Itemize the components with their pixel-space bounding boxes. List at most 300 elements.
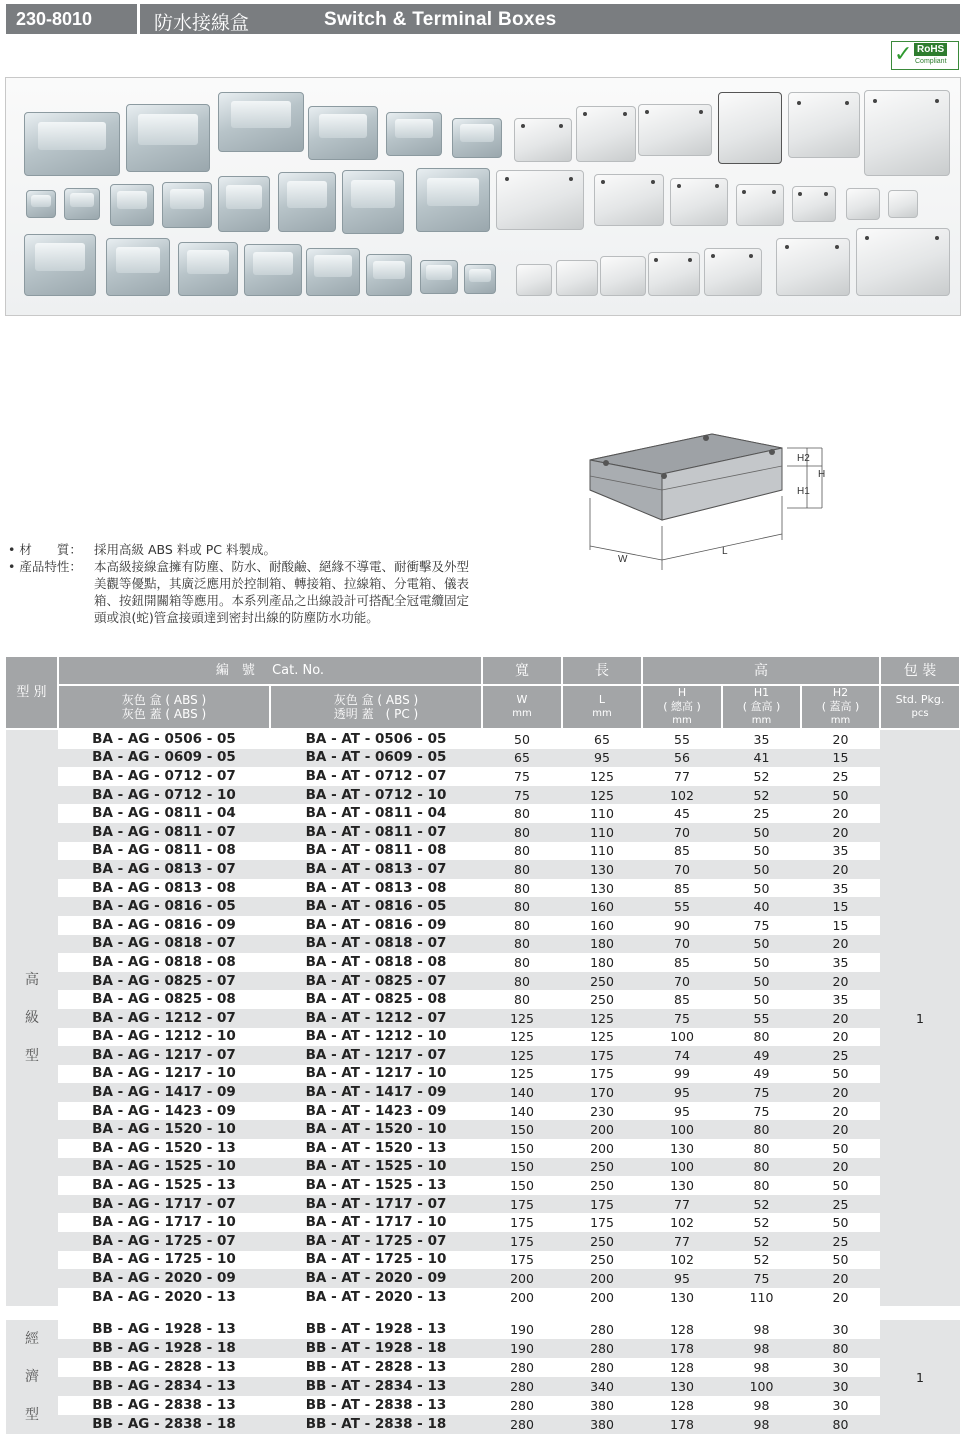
ag-code-cell: BA - AG - 0811 - 08 bbox=[92, 842, 236, 859]
width-cell: 75 bbox=[514, 768, 530, 784]
table-row bbox=[6, 1176, 960, 1195]
h1-cell: 49 bbox=[753, 1066, 770, 1082]
table-row bbox=[6, 879, 960, 898]
at-code-cell: BA - AT - 0818 - 07 bbox=[270, 935, 482, 954]
table-row bbox=[6, 1358, 960, 1377]
ag-code-cell: BB - AG - 2838 - 13 bbox=[92, 1397, 236, 1414]
table-row bbox=[6, 1232, 960, 1251]
catno-header-zh: 編 號 bbox=[215, 662, 255, 678]
ag-code-cell: BA - AG - 0813 - 07 bbox=[58, 860, 270, 879]
length-cell: 175 bbox=[590, 1215, 614, 1231]
material-value: 採用高級 ABS 料或 PC 料製成。 bbox=[94, 542, 277, 557]
width-unit: mm bbox=[512, 708, 532, 719]
h1-cell: 110 bbox=[749, 1289, 774, 1305]
at-code-cell: BA - AT - 1717 - 07 bbox=[270, 1195, 482, 1214]
length-cell: 340 bbox=[562, 1377, 642, 1396]
h1-cell: 50 bbox=[753, 992, 770, 1008]
width-en: W bbox=[516, 693, 528, 706]
material-row bbox=[8, 541, 470, 558]
h1-cell: 75 bbox=[753, 1103, 770, 1119]
ag-code-cell: BA - AG - 1717 - 07 bbox=[58, 1195, 270, 1214]
h2-cell: 80 bbox=[801, 1415, 880, 1434]
features-key: • 產品特性： bbox=[8, 559, 82, 574]
h-zh: ( 總高 ) bbox=[663, 700, 701, 713]
table-row bbox=[6, 1339, 960, 1358]
h2-cell: 30 bbox=[832, 1360, 849, 1376]
h2-cell: 35 bbox=[832, 954, 849, 970]
at-code-cell: BB - AT - 1928 - 18 bbox=[270, 1339, 482, 1358]
width-cell: 280 bbox=[482, 1377, 562, 1396]
h2-cell: 20 bbox=[801, 1009, 880, 1028]
width-cell: 190 bbox=[482, 1339, 562, 1358]
length-cell: 125 bbox=[562, 1009, 642, 1028]
table-row bbox=[6, 786, 960, 805]
length-cell: 130 bbox=[562, 860, 642, 879]
h1-cell: 50 bbox=[753, 880, 770, 896]
l-label: L bbox=[722, 546, 728, 557]
table-row bbox=[6, 953, 960, 972]
ag-code-cell: BA - AG - 0825 - 07 bbox=[58, 972, 270, 991]
ag-code-cell: BB - AG - 2838 - 18 bbox=[58, 1415, 270, 1434]
rohs-label: RoHS bbox=[914, 43, 947, 56]
length-cell: 200 bbox=[590, 1140, 614, 1156]
length-cell: 125 bbox=[590, 1029, 614, 1045]
ag-code-cell: BB - AG - 1928 - 13 bbox=[92, 1321, 236, 1338]
h-unit: mm bbox=[672, 715, 692, 726]
ag-code-cell: BA - AG - 1520 - 13 bbox=[92, 1139, 236, 1156]
h-cell: 128 bbox=[670, 1360, 694, 1376]
at-code-cell: BA - AT - 1417 - 09 bbox=[270, 1083, 482, 1102]
at-code-cell: BA - AT - 1520 - 13 bbox=[305, 1139, 447, 1156]
width-cell: 65 bbox=[482, 749, 562, 768]
ag-code-cell: BA - AG - 1217 - 07 bbox=[58, 1046, 270, 1065]
h1-cell: 55 bbox=[722, 1009, 801, 1028]
h1-cell: 52 bbox=[753, 1215, 770, 1231]
length-cell: 200 bbox=[590, 1289, 614, 1305]
type-header: 型 別 bbox=[6, 657, 58, 729]
width-cell: 80 bbox=[482, 860, 562, 879]
at-code-cell: BA - AT - 1525 - 13 bbox=[305, 1177, 447, 1194]
header-bar bbox=[6, 4, 960, 34]
h2-unit: mm bbox=[830, 715, 851, 726]
h1-cell: 80 bbox=[753, 1178, 770, 1194]
features-value: 本高級接線盒擁有防塵、防水、耐酸鹼、絕緣不導電、耐衝擊及外型美觀等優點，其廣泛應用於控制箱、轉接箱、拉線箱、分電箱、儀表箱、按鈕開關箱等應用。本系列產品之出線設計可搭配全冠電纜固定頭或浪(蛇)管盒接頭達到密封出線的防塵防水功能。 bbox=[94, 559, 470, 625]
width-cell: 175 bbox=[510, 1252, 534, 1268]
h2-cell: 20 bbox=[801, 1158, 880, 1177]
width-cell: 80 bbox=[482, 972, 562, 991]
h1-sub-header bbox=[722, 685, 801, 729]
length-cell: 250 bbox=[590, 992, 614, 1008]
catalog-code: 230-8010 bbox=[16, 9, 93, 29]
ag-col-line1: 灰色 盒 ( ABS ) bbox=[121, 693, 207, 707]
h-cell: 178 bbox=[642, 1415, 722, 1434]
h2-cell: 20 bbox=[801, 1269, 880, 1288]
ag-col-header bbox=[58, 685, 270, 729]
catno-header-en: Cat. No. bbox=[272, 662, 325, 678]
h1-cell: 75 bbox=[753, 917, 770, 933]
h2-cell: 35 bbox=[832, 992, 849, 1008]
h1-cell: 49 bbox=[722, 1046, 801, 1065]
table-row bbox=[6, 1139, 960, 1158]
at-code-cell: BA - AT - 0813 - 07 bbox=[270, 860, 482, 879]
h2-cell: 20 bbox=[832, 1289, 849, 1305]
h1-cell: 52 bbox=[753, 768, 770, 784]
width-cell: 80 bbox=[482, 897, 562, 916]
width-cell: 175 bbox=[482, 1195, 562, 1214]
type-char: 級 bbox=[25, 1010, 39, 1027]
h1-cell: 50 bbox=[722, 860, 801, 879]
h-cell: 95 bbox=[642, 1083, 722, 1102]
specification-text bbox=[8, 541, 470, 626]
width-cell: 280 bbox=[510, 1398, 534, 1414]
at-code-cell: BA - AT - 0818 - 08 bbox=[305, 953, 447, 970]
at-code-cell: BA - AT - 1520 - 10 bbox=[270, 1120, 482, 1139]
h1-cell: 100 bbox=[722, 1377, 801, 1396]
ag-code-cell: BA - AG - 0818 - 08 bbox=[92, 953, 236, 970]
material-key: • 材 質： bbox=[8, 542, 82, 557]
h1-cell: 80 bbox=[722, 1158, 801, 1177]
at-code-cell: BA - AT - 1217 - 10 bbox=[305, 1065, 447, 1082]
at-code-cell: BA - AT - 1525 - 10 bbox=[270, 1158, 482, 1177]
h2-cell: 20 bbox=[801, 823, 880, 842]
pkg-cell: 1 bbox=[880, 1320, 960, 1434]
length-cell: 200 bbox=[562, 1269, 642, 1288]
h2-cell: 20 bbox=[801, 860, 880, 879]
table-row bbox=[6, 1028, 960, 1047]
at-code-cell: BA - AT - 2020 - 13 bbox=[305, 1288, 447, 1305]
h-cell: 95 bbox=[642, 1269, 722, 1288]
h2-label: H2 bbox=[797, 453, 810, 464]
h-cell: 178 bbox=[642, 1339, 722, 1358]
ag-code-cell: BA - AG - 1717 - 10 bbox=[92, 1214, 236, 1231]
ag-code-cell: BA - AG - 1725 - 10 bbox=[92, 1251, 236, 1268]
table-row bbox=[6, 1251, 960, 1270]
h2-sub-header bbox=[801, 685, 880, 729]
table-row bbox=[6, 1320, 960, 1339]
width-cell: 280 bbox=[510, 1360, 534, 1376]
ag-code-cell: BA - AG - 1212 - 07 bbox=[58, 1009, 270, 1028]
catalog-table-body bbox=[6, 729, 960, 1434]
width-cell: 150 bbox=[510, 1140, 534, 1156]
width-cell: 175 bbox=[510, 1215, 534, 1231]
table-row bbox=[6, 804, 960, 823]
pkg-en: Std. Pkg. bbox=[895, 693, 945, 706]
h1-cell: 98 bbox=[753, 1398, 770, 1414]
ag-code-cell: BA - AG - 1725 - 07 bbox=[58, 1232, 270, 1251]
length-cell: 280 bbox=[562, 1339, 642, 1358]
length-cell: 175 bbox=[590, 1066, 614, 1082]
h2-cell: 20 bbox=[801, 1120, 880, 1139]
h2-cell: 80 bbox=[801, 1339, 880, 1358]
ag-code-cell: BA - AG - 0712 - 07 bbox=[92, 767, 236, 784]
at-code-cell: BA - AT - 1423 - 09 bbox=[305, 1102, 447, 1119]
h-cell: 100 bbox=[670, 1029, 694, 1045]
length-cell: 250 bbox=[590, 1252, 614, 1268]
ag-code-cell: BA - AG - 0609 - 05 bbox=[58, 749, 270, 768]
h-cell: 90 bbox=[674, 917, 690, 933]
h2-cell: 20 bbox=[832, 1029, 849, 1045]
ag-code-cell: BA - AG - 1525 - 10 bbox=[58, 1158, 270, 1177]
h2-cell: 50 bbox=[832, 1066, 849, 1082]
width-header: 寬 bbox=[482, 657, 562, 685]
length-cell: 230 bbox=[590, 1103, 614, 1119]
h-cell: 128 bbox=[670, 1398, 694, 1414]
at-code-cell: BA - AT - 1217 - 07 bbox=[270, 1046, 482, 1065]
ag-code-cell: BB - AG - 2834 - 13 bbox=[58, 1377, 270, 1396]
h-cell: 85 bbox=[674, 992, 690, 1008]
length-cell: 130 bbox=[590, 880, 614, 896]
type-cell bbox=[6, 1320, 58, 1434]
h-cell: 70 bbox=[642, 823, 722, 842]
rohs-sublabel: Compliant bbox=[915, 58, 947, 65]
width-cell: 80 bbox=[482, 935, 562, 954]
table-row bbox=[6, 1377, 960, 1396]
at-code-cell: BB - AT - 2828 - 13 bbox=[305, 1359, 447, 1376]
table-row bbox=[6, 1415, 960, 1434]
h-cell: 45 bbox=[674, 806, 690, 822]
h-cell: 102 bbox=[670, 1215, 694, 1231]
type-char: 經 bbox=[25, 1331, 39, 1348]
width-cell: 75 bbox=[482, 786, 562, 805]
h1-cell: 52 bbox=[753, 1252, 770, 1268]
table-row bbox=[6, 1158, 960, 1177]
length-cell: 175 bbox=[562, 1195, 642, 1214]
h-en: H bbox=[677, 686, 687, 699]
ag-code-cell: BA - AG - 0816 - 09 bbox=[92, 916, 236, 933]
h1-label: H1 bbox=[797, 486, 810, 497]
ag-code-cell: BA - AG - 1417 - 09 bbox=[58, 1083, 270, 1102]
table-row bbox=[6, 1396, 960, 1415]
h2-cell: 50 bbox=[832, 1140, 849, 1156]
h1-cell: 80 bbox=[722, 1120, 801, 1139]
pkg-unit: pcs bbox=[911, 708, 929, 719]
h-label: H bbox=[818, 469, 826, 480]
at-code-cell: BA - AT - 0712 - 10 bbox=[270, 786, 482, 805]
table-row bbox=[6, 1288, 960, 1307]
at-code-cell: BA - AT - 0811 - 07 bbox=[270, 823, 482, 842]
pkg-header: 包 裝 bbox=[880, 657, 960, 685]
ag-code-cell: BA - AG - 0813 - 08 bbox=[92, 879, 236, 896]
width-cell: 80 bbox=[514, 843, 530, 859]
at-code-cell: BA - AT - 0825 - 07 bbox=[270, 972, 482, 991]
w-label: W bbox=[618, 554, 628, 565]
h2-cell: 15 bbox=[832, 917, 849, 933]
h1-cell: 35 bbox=[753, 731, 770, 747]
at-code-cell: BA - AT - 1725 - 07 bbox=[270, 1232, 482, 1251]
header-divider bbox=[137, 4, 140, 34]
product-photo bbox=[5, 77, 961, 316]
table-row bbox=[6, 842, 960, 861]
width-cell: 80 bbox=[514, 806, 530, 822]
h-cell: 77 bbox=[674, 768, 690, 784]
h-cell: 74 bbox=[642, 1046, 722, 1065]
h1-cell: 41 bbox=[722, 749, 801, 768]
length-cell: 250 bbox=[590, 1178, 614, 1194]
length-en: L bbox=[598, 693, 606, 706]
h1-unit: mm bbox=[751, 715, 772, 726]
length-sub-header bbox=[562, 685, 642, 729]
at-code-cell: BA - AT - 0712 - 07 bbox=[305, 767, 447, 784]
group-gap bbox=[6, 1306, 960, 1320]
at-code-cell: BA - AT - 0816 - 05 bbox=[270, 897, 482, 916]
length-cell: 175 bbox=[562, 1046, 642, 1065]
length-unit: mm bbox=[592, 708, 612, 719]
h-cell: 102 bbox=[670, 1252, 694, 1268]
at-code-cell: BA - AT - 0506 - 05 bbox=[305, 730, 447, 747]
title-chinese: 防水接線盒 bbox=[154, 12, 250, 34]
h-cell: 128 bbox=[670, 1322, 694, 1338]
h-cell: 70 bbox=[642, 860, 722, 879]
length-cell: 280 bbox=[590, 1360, 614, 1376]
width-cell: 80 bbox=[514, 992, 530, 1008]
h2-cell: 35 bbox=[832, 843, 849, 859]
width-cell: 80 bbox=[514, 954, 530, 970]
h-cell: 55 bbox=[674, 731, 690, 747]
width-cell: 80 bbox=[514, 880, 530, 896]
ag-code-cell: BA - AG - 0811 - 07 bbox=[58, 823, 270, 842]
h-cell: 85 bbox=[674, 880, 690, 896]
at-code-cell: BA - AT - 0811 - 04 bbox=[305, 805, 447, 822]
h1-zh: ( 盒高 ) bbox=[742, 700, 781, 713]
checkmark-icon: ✓ bbox=[894, 42, 913, 67]
title-english: Switch & Terminal Boxes bbox=[324, 9, 557, 30]
ag-code-cell: BB - AG - 1928 - 18 bbox=[58, 1339, 270, 1358]
h2-cell: 25 bbox=[801, 1046, 880, 1065]
ag-code-cell: BA - AG - 0816 - 05 bbox=[58, 897, 270, 916]
table-row bbox=[6, 1102, 960, 1121]
h-cell: 130 bbox=[670, 1178, 694, 1194]
h1-cell: 80 bbox=[753, 1140, 770, 1156]
width-cell: 50 bbox=[514, 731, 530, 747]
h1-cell: 52 bbox=[722, 786, 801, 805]
width-cell: 140 bbox=[510, 1103, 534, 1119]
at-code-cell: BA - AT - 0609 - 05 bbox=[270, 749, 482, 768]
width-cell: 150 bbox=[482, 1158, 562, 1177]
type-char: 型 bbox=[25, 1407, 39, 1424]
table-row bbox=[6, 1195, 960, 1214]
ag-code-cell: BA - AG - 1525 - 13 bbox=[92, 1177, 236, 1194]
table-row bbox=[6, 1213, 960, 1232]
table-row bbox=[6, 935, 960, 954]
h1-cell: 98 bbox=[722, 1415, 801, 1434]
h2-cell: 25 bbox=[832, 768, 849, 784]
length-cell: 110 bbox=[590, 843, 614, 859]
at-code-cell: BA - AT - 1212 - 07 bbox=[270, 1009, 482, 1028]
table-row bbox=[6, 990, 960, 1009]
table-row bbox=[6, 1083, 960, 1102]
table-row bbox=[6, 1269, 960, 1288]
ag-code-cell: BA - AG - 1520 - 10 bbox=[58, 1120, 270, 1139]
features-row bbox=[8, 558, 470, 626]
h2-cell: 15 bbox=[801, 749, 880, 768]
length-cell: 250 bbox=[562, 1158, 642, 1177]
at-col-header bbox=[270, 685, 482, 729]
h-sub-header bbox=[642, 685, 722, 729]
h1-cell: 75 bbox=[722, 1269, 801, 1288]
width-cell: 125 bbox=[482, 1009, 562, 1028]
h1-cell: 52 bbox=[722, 1232, 801, 1251]
h2-cell: 25 bbox=[801, 1232, 880, 1251]
at-code-cell: BB - AT - 2838 - 18 bbox=[270, 1415, 482, 1434]
h2-cell: 20 bbox=[832, 731, 849, 747]
length-cell: 280 bbox=[590, 1322, 614, 1338]
at-code-cell: BA - AT - 0813 - 08 bbox=[305, 879, 447, 896]
h-cell: 130 bbox=[670, 1140, 694, 1156]
h1-cell: 25 bbox=[753, 806, 770, 822]
length-cell: 95 bbox=[562, 749, 642, 768]
h-cell: 100 bbox=[642, 1120, 722, 1139]
table-row bbox=[6, 1065, 960, 1084]
length-cell: 65 bbox=[594, 731, 610, 747]
table-row bbox=[6, 972, 960, 991]
length-cell: 110 bbox=[590, 806, 614, 822]
h1-en: H1 bbox=[753, 686, 770, 699]
h2-cell: 50 bbox=[801, 786, 880, 805]
width-cell: 125 bbox=[510, 1029, 534, 1045]
width-cell: 175 bbox=[482, 1232, 562, 1251]
h1-cell: 50 bbox=[722, 972, 801, 991]
h2-cell: 20 bbox=[801, 1083, 880, 1102]
h1-cell: 75 bbox=[722, 1083, 801, 1102]
h1-cell: 40 bbox=[722, 897, 801, 916]
ag-code-cell: BA - AG - 2020 - 13 bbox=[92, 1288, 236, 1305]
length-cell: 125 bbox=[590, 768, 614, 784]
h-cell: 99 bbox=[674, 1066, 690, 1082]
table-row bbox=[6, 1009, 960, 1028]
ag-code-cell: BA - AG - 1212 - 10 bbox=[92, 1028, 236, 1045]
h2-zh: ( 蓋高 ) bbox=[821, 700, 860, 713]
ag-code-cell: BA - AG - 1217 - 10 bbox=[92, 1065, 236, 1082]
h2-cell: 20 bbox=[801, 972, 880, 991]
h1-cell: 98 bbox=[753, 1360, 770, 1376]
at-code-cell: BA - AT - 0825 - 08 bbox=[305, 991, 447, 1008]
table-row bbox=[6, 749, 960, 768]
h1-cell: 50 bbox=[722, 823, 801, 842]
length-header: 長 bbox=[562, 657, 642, 685]
at-code-cell: BB - AT - 1928 - 13 bbox=[305, 1321, 447, 1338]
table-row bbox=[6, 1046, 960, 1065]
dimension-diagram bbox=[582, 430, 842, 570]
at-col-line2: 透明 蓋 ( PC ) bbox=[333, 707, 419, 721]
type-cell bbox=[6, 729, 58, 1306]
h2-cell: 20 bbox=[801, 935, 880, 954]
at-code-cell: BB - AT - 2838 - 13 bbox=[305, 1397, 447, 1414]
width-cell: 125 bbox=[482, 1046, 562, 1065]
width-cell: 190 bbox=[510, 1322, 534, 1338]
width-cell: 150 bbox=[510, 1178, 534, 1194]
at-code-cell: BA - AT - 1725 - 10 bbox=[305, 1251, 447, 1268]
length-cell: 180 bbox=[590, 954, 614, 970]
h1-cell: 50 bbox=[753, 843, 770, 859]
h1-cell: 52 bbox=[722, 1195, 801, 1214]
h2-cell: 30 bbox=[801, 1377, 880, 1396]
ag-code-cell: BA - AG - 0712 - 10 bbox=[58, 786, 270, 805]
ag-code-cell: BA - AG - 0506 - 05 bbox=[92, 730, 236, 747]
height-header: 高 bbox=[642, 657, 880, 685]
width-cell: 200 bbox=[510, 1289, 534, 1305]
h-cell: 85 bbox=[674, 954, 690, 970]
pkg-cell: 1 bbox=[880, 729, 960, 1306]
h-cell: 130 bbox=[670, 1289, 694, 1305]
width-cell: 125 bbox=[510, 1066, 534, 1082]
table-row bbox=[6, 860, 960, 879]
h2-cell: 30 bbox=[832, 1322, 849, 1338]
h2-cell: 20 bbox=[832, 1103, 849, 1119]
table-row bbox=[6, 897, 960, 916]
h2-cell: 35 bbox=[832, 880, 849, 896]
ag-code-cell: BA - AG - 0818 - 07 bbox=[58, 935, 270, 954]
h2-cell: 30 bbox=[832, 1398, 849, 1414]
